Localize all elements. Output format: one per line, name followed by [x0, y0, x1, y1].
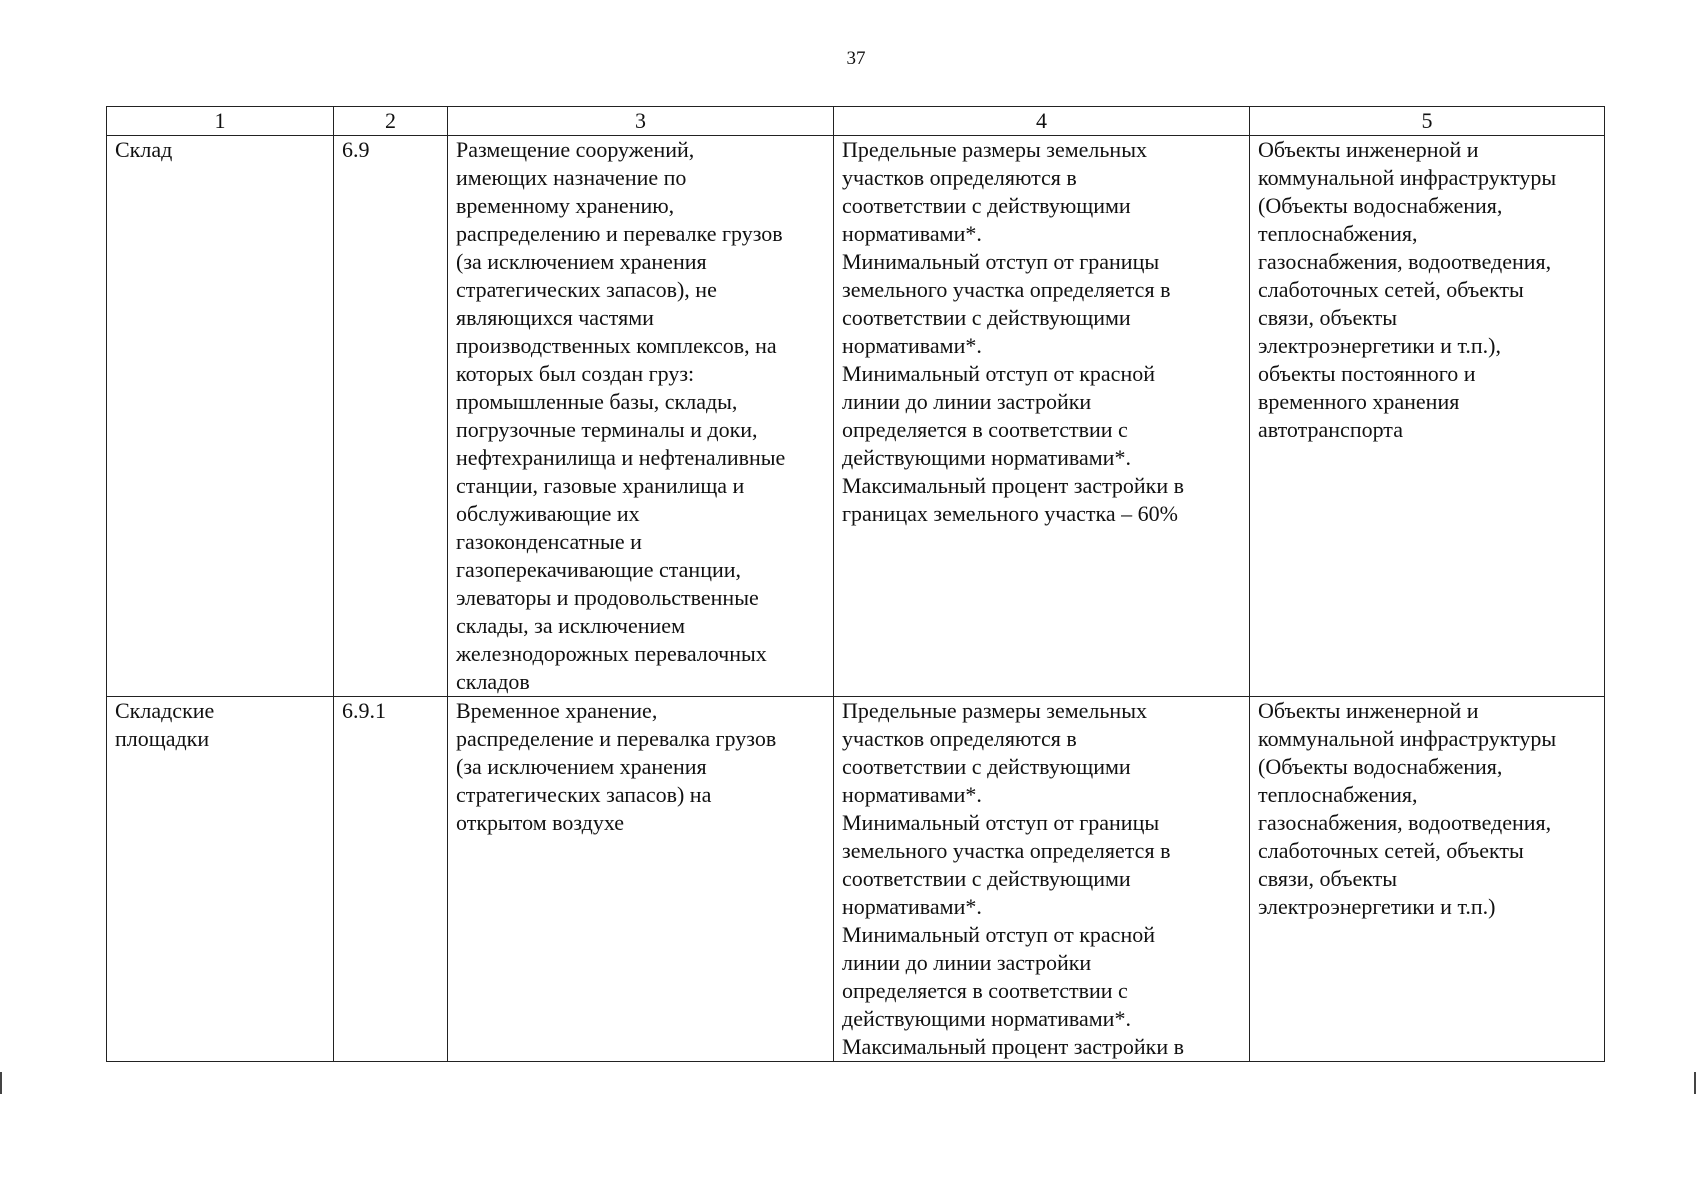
- use-code: 6.9: [342, 137, 370, 162]
- use-code: 6.9.1: [342, 698, 386, 723]
- use-code-cell: [334, 697, 448, 1062]
- table-row: [107, 136, 1605, 697]
- use-parameters: Предельные размеры земельных участков определяются в соответствии с действующими нормативами*. Минимальный отступ от границы земельного участка определяется в соответствии с действующими нормативами*. Минимальный отступ от красной линии до линии застройки определяется в соответствии с действующими нормативами*. Максимальный процент застройки в: [842, 698, 1184, 1059]
- use-name: Складские площадки: [115, 698, 215, 751]
- use-name-cell: [107, 697, 334, 1062]
- header-col-5: 5: [1250, 107, 1605, 136]
- header-col-1: 1: [107, 107, 334, 136]
- table-row: [107, 697, 1605, 1062]
- header-col-4: 4: [834, 107, 1250, 136]
- use-name-cell: [107, 136, 334, 697]
- left-edge-mark: [0, 1072, 2, 1094]
- land-use-table: [106, 106, 1605, 1062]
- use-code-cell: [334, 136, 448, 697]
- auxiliary-uses-cell: [1250, 136, 1605, 697]
- right-edge-mark: [1694, 1072, 1696, 1094]
- use-description: Временное хранение, распределение и перевалка грузов (за исключением хранения стратегических запасов) на открытом воздухе: [456, 698, 777, 835]
- use-parameters-cell: [834, 697, 1250, 1062]
- use-description-cell: [448, 697, 834, 1062]
- use-description-cell: [448, 136, 834, 697]
- page-number: 37: [846, 48, 866, 69]
- header-row: [107, 107, 1605, 136]
- auxiliary-uses-cell: [1250, 697, 1605, 1062]
- header-col-3: 3: [448, 107, 834, 136]
- use-parameters-cell: [834, 136, 1250, 697]
- use-description: Размещение сооружений, имеющих назначение по временному хранению, распределению и перевалке грузов (за исключением хранения стратегических запасов), не являющихся частями производственных комплексов, на которых был создан груз: промышленные базы, склады, погрузочные терминалы и доки, нефтехранилища и нефтеналивные станции, газовые хранилища и обслуживающие их газоконденсатные и газоперекачивающие станции, элеваторы и продовольственные склады, за исключением железнодорожных перевалочных складов: [456, 137, 786, 694]
- use-name: Склад: [115, 137, 173, 162]
- auxiliary-uses: Объекты инженерной и коммунальной инфраструктуры (Объекты водоснабжения, теплоснабжения, газоснабжения, водоотведения, слаботочных сетей, объекты связи, объекты электроэнергетики и т.п.): [1258, 698, 1557, 919]
- auxiliary-uses: Объекты инженерной и коммунальной инфраструктуры (Объекты водоснабжения, теплоснабжения, газоснабжения, водоотведения, слаботочных сетей, объекты связи, объекты электроэнергетики и т.п.), объекты постоянного и временного хранения автотранспорта: [1258, 137, 1557, 442]
- header-col-2: 2: [334, 107, 448, 136]
- use-parameters: Предельные размеры земельных участков определяются в соответствии с действующими нормативами*. Минимальный отступ от границы земельного участка определяется в соответствии с действующими нормативами*. Минимальный отступ от красной линии до линии застройки определяется в соответствии с действующими нормативами*. Максимальный процент застройки в границах земельного участка – 60%: [842, 137, 1184, 526]
